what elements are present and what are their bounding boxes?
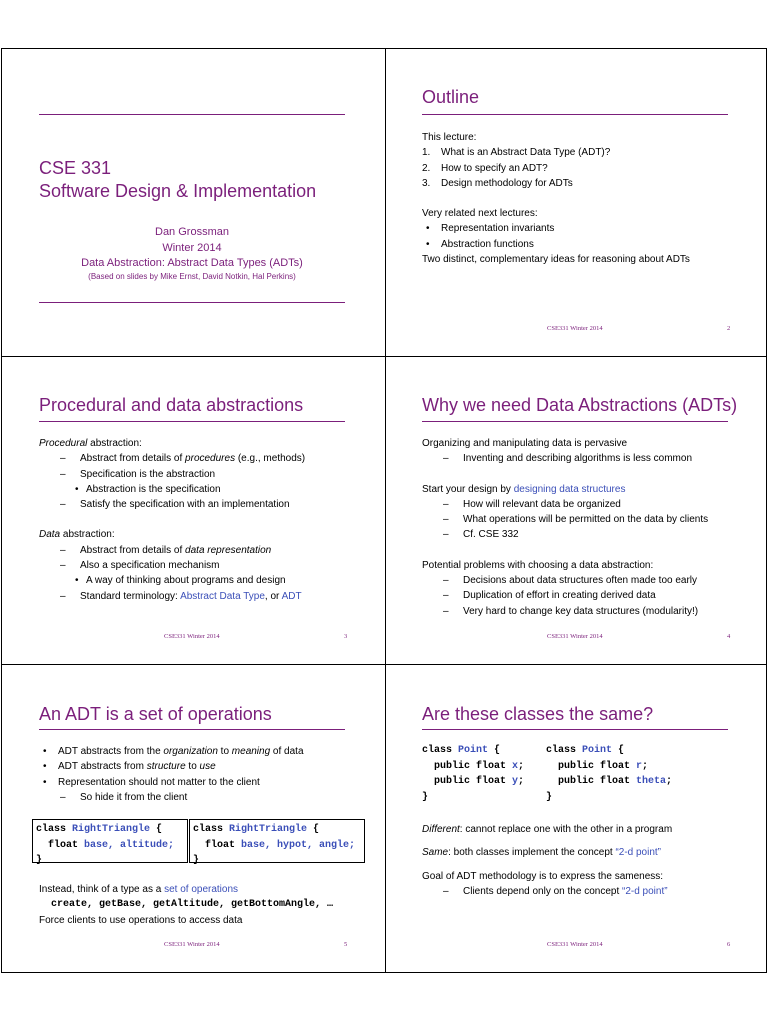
code-box-hypot: class RightTriangle { float base, hypot, angle; } (189, 819, 365, 863)
title-rule (422, 114, 728, 115)
adt-abbrev-link: ADT (281, 590, 302, 602)
slide-body-lower: Different: cannot replace one with the other in a program Same: both classes implement the concept “2-d point” Goal of ADT methodology is to express the sameness: – Clients depend only on the concept “2-d point” (422, 824, 673, 897)
design-link: designing data structures (513, 483, 626, 495)
title-rule (422, 729, 728, 730)
slide-1-title (2, 49, 384, 356)
code-point-polar: class Point { public float r; public float theta; } (546, 745, 673, 803)
author: Dan Grossman (155, 226, 229, 238)
slide-title: Why we need Data Abstractions (ADTs) (422, 395, 738, 415)
code-point-cartesian: class Point { public float x; public float y; } (422, 745, 525, 803)
intro-text: This lecture: (422, 132, 477, 143)
title-info (39, 225, 345, 282)
title-rule (39, 421, 345, 422)
course-name: Software Design & Implementation (39, 181, 317, 201)
slide-3-abstractions: Procedural and data abstractions Procedural abstraction: – Abstract from details of procedures (e.g., methods) – Specification is the abstraction • Abstraction is the specification – Satisfy the specification with an implementation Data abstraction: – Abstract from details of data representation – Also a specification mechanism • A way of thinking about programs and design – Standard terminology: Abstract Data Type, or ADT CSE331 Winter 2014 3 (2, 357, 384, 664)
slide-body (422, 130, 742, 267)
slide-body: Organizing and manipulating data is pervasive – Inventing and describing algorithms is less common Start your design by designing data structures – How will relevant data be organized – What operations will be permitted on the data by clients – Cf. CSE 332 Potential problems with choosing a data abstraction: – Decisions about data structures often made too early – Duplication of effort in creating derived data – Very hard to change key data structures (modularity!) (422, 438, 709, 617)
title-rule (422, 421, 728, 422)
adt-term-link: Abstract Data Type (180, 590, 265, 602)
closing-text: Two distinct, complementary ideas for reasoning about ADTs (422, 254, 690, 266)
page-number: 3 (344, 633, 348, 640)
slide-2-outline: Outline This lecture: 1. What is an Abstract Data Type (ADT)? 2. How to specify an ADT? 3. Design methodology for ADTs Very related next lectures: • Representation invariants • Abstraction functions Two distinct, complementary ideas for reasoning about ADTs CSE331 Winter 2014 2 (385, 49, 767, 356)
page-number: 5 (344, 941, 348, 948)
page-number: 6 (727, 941, 731, 948)
handout-grid (1, 48, 767, 973)
page-number: 2 (727, 325, 731, 332)
title-rule-top (39, 114, 345, 115)
slide-title: An ADT is a set of operations (39, 704, 272, 724)
course-code: CSE 331 (39, 158, 112, 178)
operation-list: create, getBase, getAltitude, getBottomAngle, … (51, 899, 334, 911)
outline-item: 2. How to specify an ADT? (422, 162, 548, 174)
lecture-topic: Data Abstraction: Abstract Data Types (ADTs) (81, 257, 303, 269)
bullet-item: • Representation invariants (426, 223, 555, 235)
ops-link: set of operations (164, 884, 239, 895)
bullet-item: • Abstraction functions (426, 238, 534, 250)
slide-title: Procedural and data abstractions (39, 395, 304, 415)
slide-5-set-of-operations: An ADT is a set of operations • ADT abstracts from the organization to meaning of data • ADT abstracts from structure to use • Representation should not matter to the client – So hide it from the client class RightTriangle { float base, altitude; } class RightTriangle { float base, hypot, angle; } Instead, think of a type as a set of operations create, getBase, getAltitude, getBottomAngle, … Force clients to use operations to access data CSE331 Winter 2014 5 (2, 665, 384, 972)
slide-4-why-adts: Why we need Data Abstractions (ADTs) Organizing and manipulating data is pervasive – Inventing and describing algorithms is less common Start your design by designing data structures – How will relevant data be organized – What operations will be permitted on the data by clients – Cf. CSE 332 Potential problems with choosing a data abstraction: – Decisions about data structures often made too early – Duplication of effort in creating derived data – Very hard to change key data structures (modularity!) CSE331 Winter 2014 4 (385, 357, 767, 664)
slide-title: Outline (422, 87, 480, 107)
code-box-altitude: class RightTriangle { float base, altitude; } (32, 819, 188, 863)
related-text: Very related next lectures: (422, 208, 538, 220)
outline-item: 1. What is an Abstract Data Type (ADT)? (422, 147, 611, 159)
slide-body: Procedural abstraction: – Abstract from details of procedures (e.g., methods) – Specification is the abstraction • Abstraction is the specification – Satisfy the specification with an implementation Data abstraction: – Abstract from details of data representation – Also a specification mechanism • A way of thinking about programs and design – Standard terminology: Abstract Data Type, or ADT (39, 438, 306, 602)
page-number: 4 (727, 633, 731, 640)
outline-item: 3. Design methodology for ADTs (422, 177, 573, 189)
course-title (39, 157, 316, 203)
title-rule-bottom (39, 302, 345, 303)
slide-body-lower: Instead, think of a type as a set of operations create, getBase, getAltitude, getBottomAngle, … Force clients to use operations to access data (39, 882, 359, 928)
slide-title: Are these classes the same? (422, 704, 654, 724)
title-rule (39, 729, 345, 730)
term: Winter 2014 (162, 241, 222, 254)
credit-line: (Based on slides by Mike Ernst, David Notkin, Hal Perkins) (88, 271, 296, 281)
concept-link: “2-d point” (615, 847, 662, 859)
slide-6-same-classes: Are these classes the same? class Point { public float x; public float y; } class Point { public float r; public float theta; } Different: cannot replace one with the other in a program Same: both classes implement the concept “2-d point” Goal of ADT methodology is to express the sameness: – Clients depend only on the concept “2-d point” CSE331 Winter 2014 6 (385, 665, 767, 972)
concept-link: “2-d point” (622, 885, 668, 897)
slide-body: • ADT abstracts from the organization to meaning of data • ADT abstracts from structure to use • Representation should not matter to the client – So hide it from the client (43, 746, 304, 803)
